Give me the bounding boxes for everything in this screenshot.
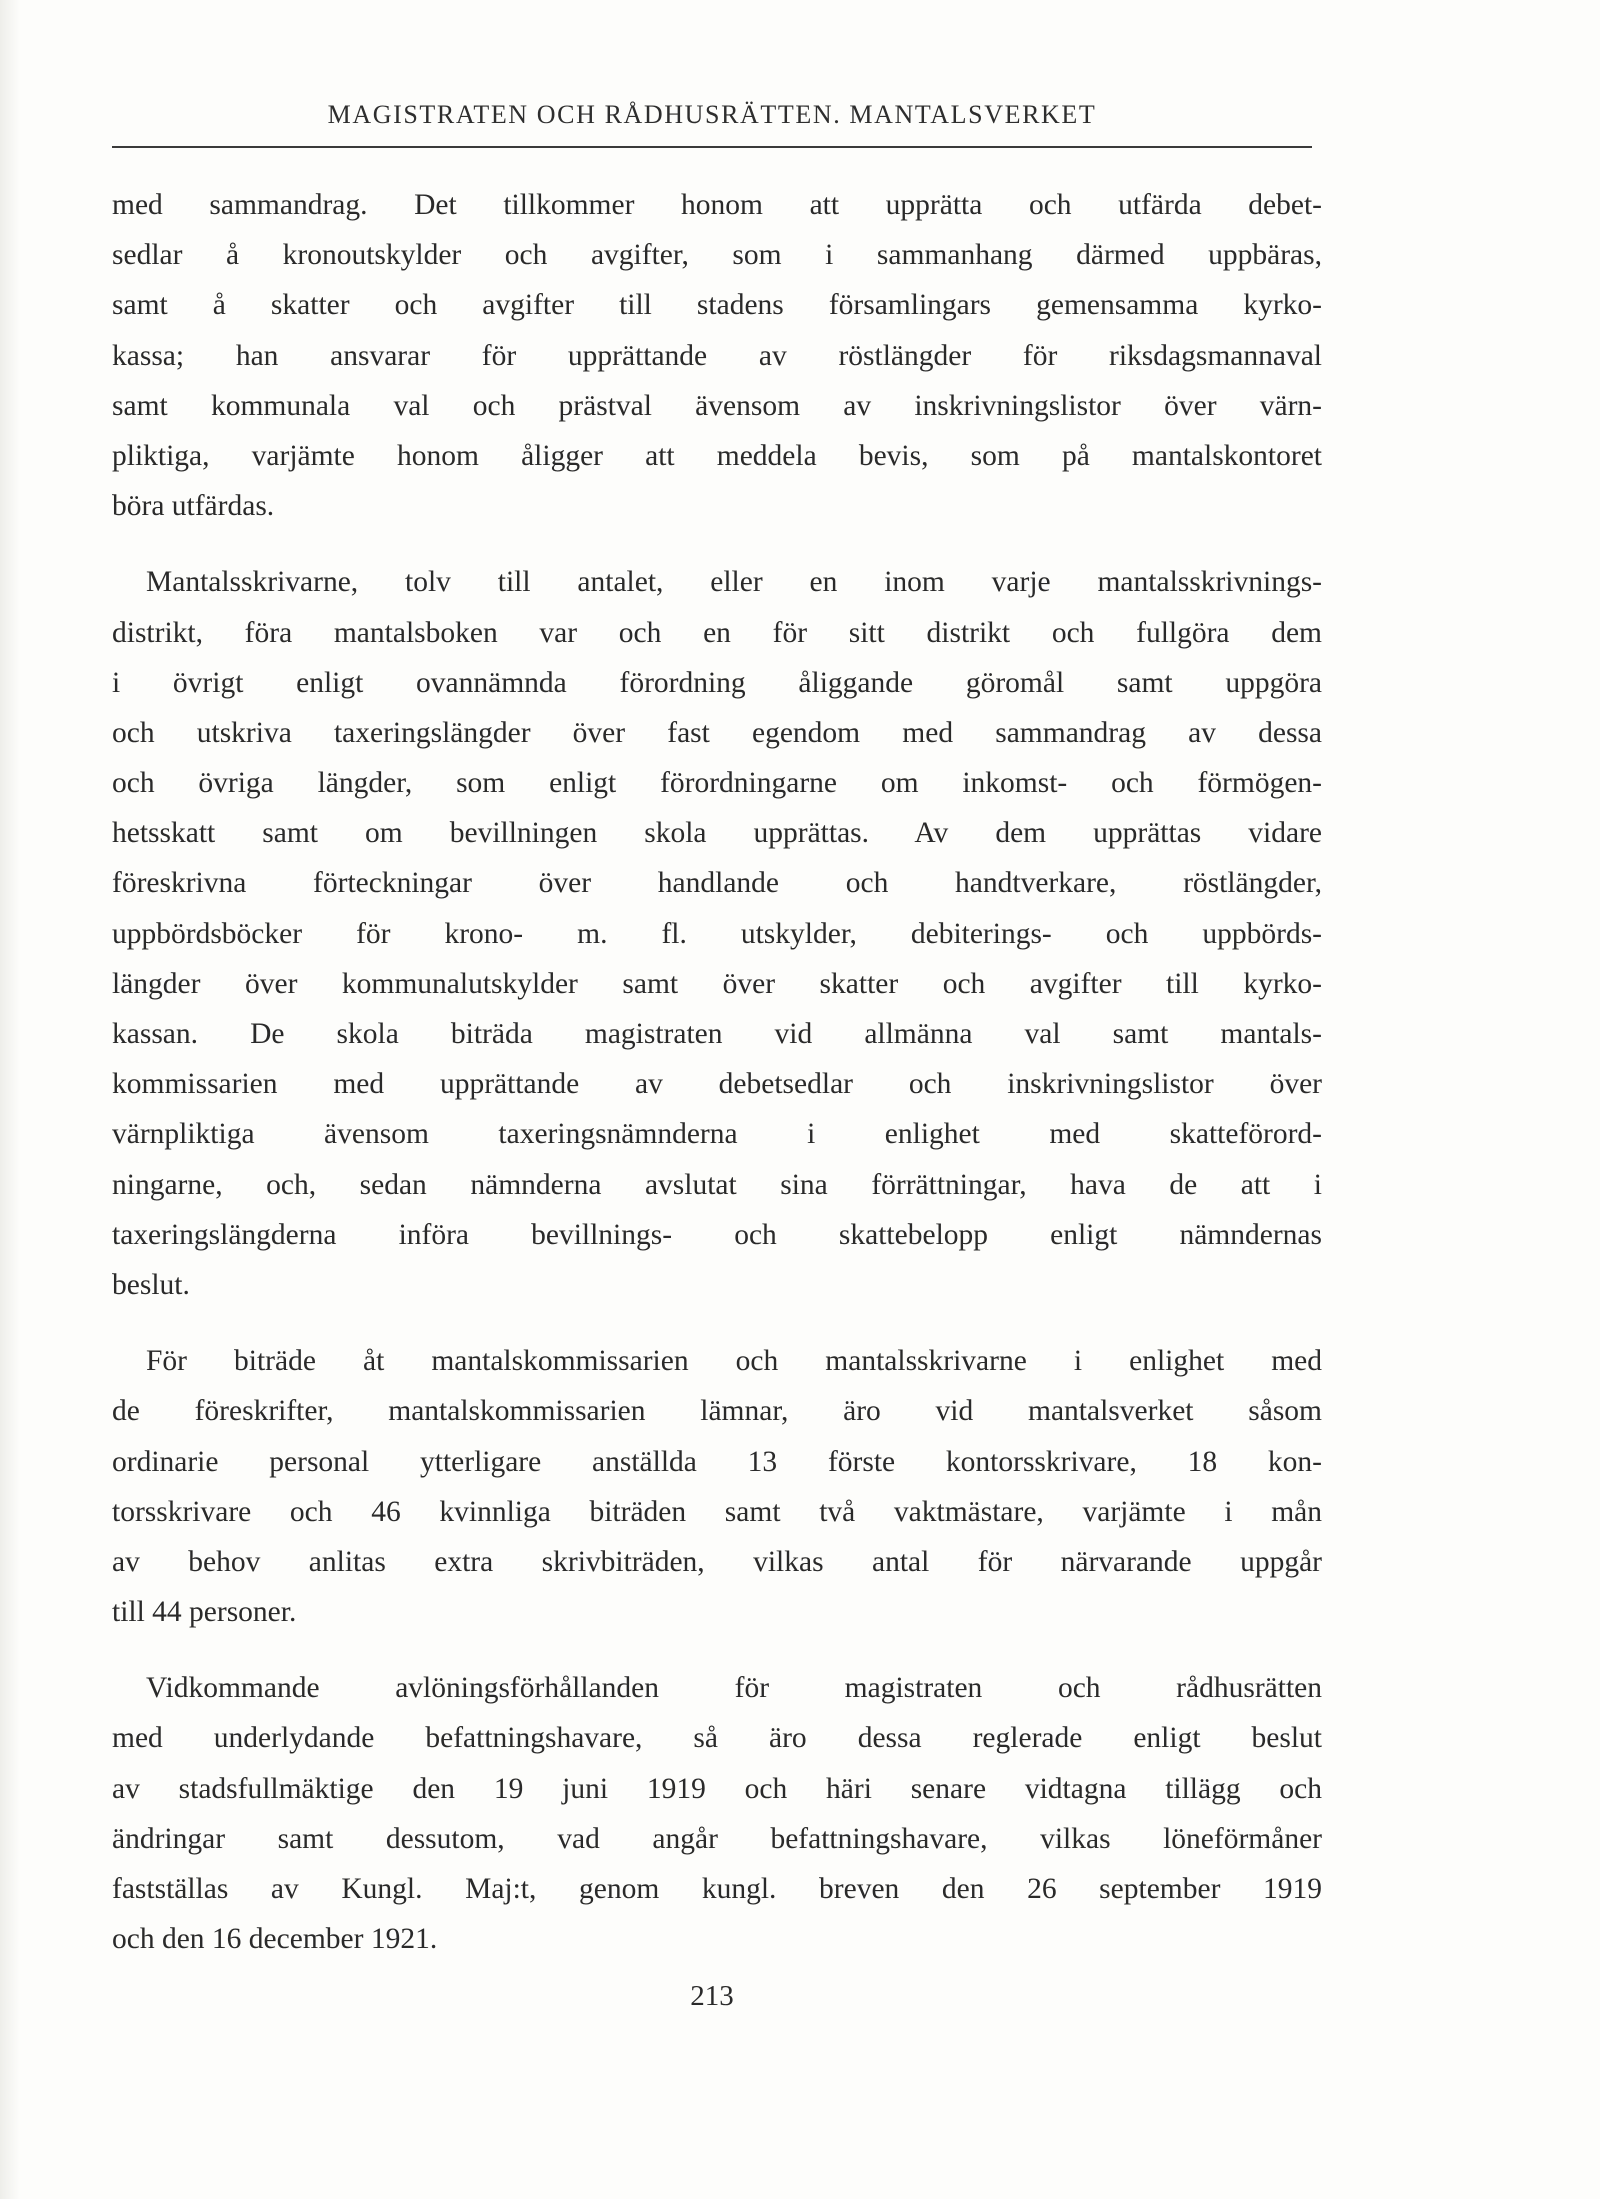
paragraph-1 [112, 180, 1322, 531]
text-line: de föreskrifter, mantalskommissarien lämnar, äro vid mantalsverket såsom [112, 1395, 1322, 1428]
text-line: och den 16 december 1921. [112, 1923, 438, 1956]
text-line: av stadsfullmäktige den 19 juni 1919 och häri senare vidtagna tillägg och [112, 1772, 1322, 1805]
text-line: till 44 personer. [112, 1596, 297, 1629]
paragraph-3 [112, 1336, 1322, 1637]
body-text [112, 180, 1322, 1964]
text-line: hetsskatt samt om bevillningen skola upprättas. Av dem upprättas vidare [112, 817, 1322, 850]
header-rule [112, 146, 1312, 148]
text-line: Mantalsskrivarne, tolv till antalet, eller en inom varje mantalsskrivnings- [146, 566, 1322, 599]
paragraph-4 [112, 1663, 1322, 1964]
text-line: kassan. De skola biträda magistraten vid allmänna val samt mantals- [112, 1018, 1322, 1050]
text-line: samt kommunala val och prästval ävensom av inskrivningslistor över värn- [112, 389, 1322, 422]
scan-shadow [0, 0, 20, 2199]
text-line: taxeringslängderna införa bevillnings- och skattebelopp enligt nämndernas [112, 1218, 1322, 1251]
text-line: ändringar samt dessutom, vad angår befattningshavare, vilkas löneförmåner [112, 1822, 1322, 1855]
text-line: och övriga längder, som enligt förordningarne om inkomst- och förmögen- [112, 767, 1322, 800]
text-line: kommissarien med upprättande av debetsedlar och inskrivningslistor över [112, 1068, 1322, 1101]
paragraph-2 [112, 557, 1322, 1310]
text-line: längder över kommunalutskylder samt över skatter och avgifter till kyrko- [112, 967, 1322, 1000]
text-line: och utskriva taxeringslängder över fast egendom med sammandrag av dessa [112, 716, 1322, 749]
text-line: av behov anlitas extra skrivbiträden, vilkas antal för närvarande uppgår [112, 1545, 1322, 1578]
text-line: i övrigt enligt ovannämnda förordning åliggande göromål samt uppgöra [112, 666, 1322, 699]
text-line: fastställas av Kungl. Maj:t, genom kungl. breven den 26 september 1919 [112, 1873, 1322, 1905]
text-line: distrikt, föra mantalsboken var och en för sitt distrikt och fullgöra dem [112, 616, 1322, 649]
text-line: värnpliktiga ävensom taxeringsnämnderna i enlighet med skatteförord- [112, 1118, 1322, 1151]
text-line: torsskrivare och 46 kvinnliga biträden samt två vaktmästare, varjämte i mån [112, 1495, 1322, 1528]
text-line: pliktiga, varjämte honom åligger att meddela bevis, som på mantalskontoret [112, 439, 1322, 472]
text-line: För biträde åt mantalskommissarien och mantalsskrivarne i enlighet med [146, 1345, 1322, 1378]
text-line: uppbördsböcker för krono- m. fl. utskylder, debiterings- och uppbörds- [112, 917, 1322, 950]
text-line: sedlar å kronoutskylder och avgifter, som i sammanhang därmed uppbäras, [112, 239, 1322, 272]
text-line: beslut. [112, 1268, 190, 1301]
text-line: ordinarie personal ytterligare anställda 13 förste kontorsskrivare, 18 kon- [112, 1445, 1322, 1478]
text-line: Vidkommande avlöningsförhållanden för magistraten och rådhusrätten [146, 1672, 1322, 1705]
text-line: med underlydande befattningshavare, så äro dessa reglerade enligt beslut [112, 1722, 1322, 1755]
text-line: samt å skatter och avgifter till stadens församlingars gemensamma kyrko- [112, 289, 1322, 322]
text-line: med sammandrag. Det tillkommer honom att upprätta och utfärda debet- [112, 189, 1322, 221]
text-line: ningarne, och, sedan nämnderna avslutat sina förrättningar, hava de att i [112, 1168, 1322, 1201]
text-line: kassa; han ansvarar för upprättande av röstlängder för riksdagsmannaval [112, 339, 1322, 372]
page-number: 213 [690, 1980, 734, 2012]
text-line: föreskrivna förteckningar över handlande och handtverkare, röstlängder, [112, 867, 1322, 900]
text-line: böra utfärdas. [112, 490, 275, 523]
running-head: MAGISTRATEN OCH RÅDHUSRÄTTEN. MANTALSVERKET [327, 100, 1097, 129]
